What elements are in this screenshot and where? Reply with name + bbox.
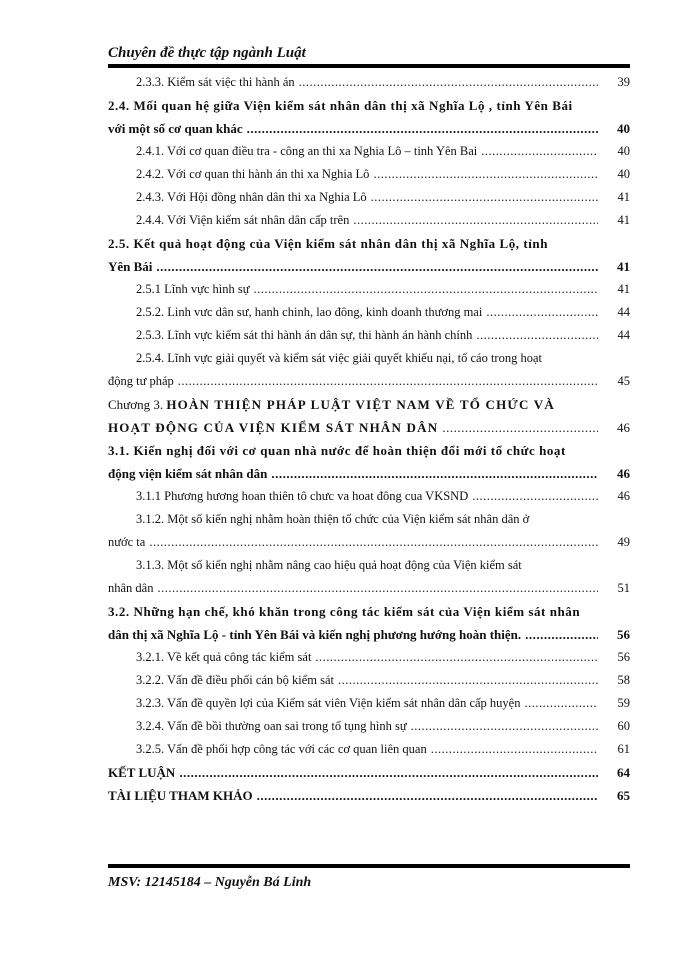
dot-leader xyxy=(486,301,598,324)
toc-page-number: 46 xyxy=(617,466,630,481)
toc-page-number: 41 xyxy=(617,190,630,204)
toc-entry-3-2-4[interactable] xyxy=(108,715,630,738)
toc-entry-text: 3.2. Những hạn chế, khó khăn trong công tác kiểm sát của Viện kiểm sát nhân xyxy=(108,604,581,619)
toc-page-number: 44 xyxy=(617,305,630,319)
toc-entry-text: 3.1. Kiến nghị đối với cơ quan nhà nước để hoàn thiện đổi mới tổ chức hoạt xyxy=(108,443,566,458)
toc-entry-text: 2.4.3. Với Hội đồng nhân dân thi xa Nghia Lô xyxy=(136,190,367,204)
toc-page-number: 56 xyxy=(617,627,630,642)
toc-page-number: 41 xyxy=(617,282,630,296)
toc-page-number: 56 xyxy=(617,650,630,664)
toc-entry-3-2[interactable] xyxy=(108,600,630,646)
toc-page-number: 46 xyxy=(617,489,630,503)
toc-entry-text: 3.2.2. Vấn đề điều phối cán bộ kiểm sát xyxy=(136,673,334,687)
dot-leader xyxy=(524,692,598,715)
dot-leader xyxy=(472,485,598,508)
toc-entry-text: KẾT LUẬN xyxy=(108,765,176,780)
dot-leader xyxy=(254,278,598,301)
toc-entry-text-cont: với một số cơ quan khác xyxy=(108,121,243,136)
dot-leader xyxy=(178,370,598,393)
chapter-title: HOÀN THIỆN PHÁP LUẬT VIỆT NAM VỀ TỔ CHỨC VÀ xyxy=(166,397,555,412)
toc-page-number: 59 xyxy=(617,696,630,710)
toc-entry-text: 3.1.3. Một số kiến nghị nhằm nâng cao hiệu quả hoạt động của Viện kiểm sát xyxy=(136,558,522,572)
toc-page-number: 41 xyxy=(617,213,630,227)
toc-page-number: 40 xyxy=(617,121,630,136)
page-footer: MSV: 12145184 – Nguyễn Bá Linh xyxy=(108,875,312,890)
toc-entry-2-5[interactable] xyxy=(108,232,630,278)
toc-entry-text: 2.5. Kết quả hoạt động của Viện kiểm sát nhân dân thị xã Nghĩa Lộ, tỉnh xyxy=(108,236,548,251)
dot-leader xyxy=(476,324,598,347)
toc-entry-text: 3.1.1 Phương hương hoan thiên tô chưc va hoat đông cua VKSND xyxy=(136,489,469,503)
dot-leader xyxy=(442,416,598,439)
toc-page-number: 45 xyxy=(617,374,630,388)
toc-entry-text-cont: động viện kiểm sát nhân dân xyxy=(108,466,268,481)
toc-entry-2-3-3[interactable] xyxy=(108,71,630,94)
dot-leader xyxy=(271,462,598,485)
dot-leader xyxy=(299,71,598,94)
toc-page-number: 65 xyxy=(617,788,630,803)
dot-leader xyxy=(247,117,598,140)
toc-page-number: 44 xyxy=(617,328,630,342)
toc-page-number: 46 xyxy=(617,420,630,435)
toc-page-number: 61 xyxy=(617,742,630,756)
toc-page-number: 40 xyxy=(617,167,630,181)
toc-entry-text-cont: nước ta xyxy=(108,535,146,549)
dot-leader xyxy=(481,140,598,163)
toc-page-number: 40 xyxy=(617,144,630,158)
dot-leader xyxy=(411,715,598,738)
toc-entry-text: TÀI LIỆU THAM KHẢO xyxy=(108,788,253,803)
toc-entry-text: 3.2.4. Vấn đề bồi thường oan sai trong tố tụng hình sự xyxy=(136,719,407,733)
toc-entry-3-2-1[interactable] xyxy=(108,646,630,669)
toc-entry-text: 3.2.1. Về kết quả công tác kiểm sát xyxy=(136,650,312,664)
dot-leader xyxy=(431,738,598,761)
toc-entry-3-1-1[interactable] xyxy=(108,485,630,508)
toc-entry-3-2-3[interactable] xyxy=(108,692,630,715)
toc-entry-2-5-1[interactable] xyxy=(108,278,630,301)
page-header: Chuyên đề thực tập ngành Luật xyxy=(108,45,306,61)
toc-entry-text: 3.2.5. Vấn đề phối hợp công tác với các cơ quan liên quan xyxy=(136,742,427,756)
toc-entry-text-cont: Yên Bái xyxy=(108,259,153,274)
toc-entry-2-4-3[interactable] xyxy=(108,186,630,209)
toc-entry-3-1-3[interactable] xyxy=(108,554,630,600)
toc-page-number: 60 xyxy=(617,719,630,733)
toc-entry-text: 3.1.2. Một số kiến nghị nhằm hoàn thiện tổ chức của Viện kiểm sát nhân dân ở xyxy=(136,512,530,526)
toc-entry-text: 2.5.1 Lĩnh vực hình sự xyxy=(136,282,250,296)
dot-leader xyxy=(371,186,598,209)
toc-entry-2-4-4[interactable] xyxy=(108,209,630,232)
toc-page-number: 39 xyxy=(617,75,630,89)
dot-leader xyxy=(353,209,598,232)
toc-entry-2-5-2[interactable] xyxy=(108,301,630,324)
chapter-title-cont: HOẠT ĐỘNG CỦA VIỆN KIỂM SÁT NHÂN DÂN xyxy=(108,420,439,435)
toc-page-number: 51 xyxy=(617,581,630,595)
dot-leader xyxy=(373,163,598,186)
toc-entry-references[interactable] xyxy=(108,784,630,807)
toc-entry-text: 2.4.4. Với Viện kiểm sát nhân dân cấp trên xyxy=(136,213,350,227)
toc-entry-2-4-2[interactable] xyxy=(108,163,630,186)
toc-entry-2-5-4[interactable] xyxy=(108,347,630,393)
header-rule xyxy=(108,63,630,68)
toc-entry-text: 3.2.3. Vấn đề quyền lợi của Kiểm sát viên Viện kiểm sát nhân dân cấp huyện xyxy=(136,696,521,710)
dot-leader xyxy=(257,784,598,807)
toc-entry-text: 2.4.2. Với cơ quan thi hành án thi xa Nghia Lô xyxy=(136,167,370,181)
toc-entry-3-2-2[interactable] xyxy=(108,669,630,692)
toc-entry-text: 2.3.3. Kiểm sát việc thi hành án xyxy=(136,75,295,89)
table-of-contents xyxy=(108,71,630,807)
toc-entry-conclusion[interactable] xyxy=(108,761,630,784)
dot-leader xyxy=(525,623,598,646)
toc-entry-text-cont: động tư pháp xyxy=(108,374,174,388)
dot-leader xyxy=(156,255,598,278)
toc-entry-chapter-3[interactable] xyxy=(108,393,630,439)
dot-leader xyxy=(179,761,598,784)
toc-entry-2-4-1[interactable] xyxy=(108,140,630,163)
dot-leader xyxy=(338,669,598,692)
toc-entry-text-cont: dân thị xã Nghĩa Lộ - tỉnh Yên Bái và kiến nghị phương hướng hoàn thiện. xyxy=(108,627,522,642)
toc-entry-text: 2.5.4. Lĩnh vực giải quyết và kiểm sát việc giải quyết khiếu nại, tố cáo trong hoạt xyxy=(136,351,542,365)
toc-entry-text-cont: nhân dân xyxy=(108,581,154,595)
chapter-label: Chương 3. xyxy=(108,397,164,412)
toc-entry-3-2-5[interactable] xyxy=(108,738,630,761)
toc-page-number: 41 xyxy=(617,259,630,274)
footer-rule xyxy=(108,864,630,869)
toc-entry-3-1[interactable] xyxy=(108,439,630,485)
toc-entry-text: 2.4. Mối quan hệ giữa Viện kiểm sát nhân dân thị xã Nghĩa Lộ , tỉnh Yên Bái xyxy=(108,98,573,113)
toc-page-number: 64 xyxy=(617,765,630,780)
toc-entry-text: 2.5.3. Lĩnh vực kiểm sát thi hành án dân sự, thi hành án hành chính xyxy=(136,328,473,342)
toc-entry-2-5-3[interactable] xyxy=(108,324,630,347)
toc-entry-2-4[interactable] xyxy=(108,94,630,140)
toc-entry-text: 2.4.1. Với cơ quan điều tra - công an thi xa Nghia Lô – tinh Yên Bai xyxy=(136,144,478,158)
dot-leader xyxy=(315,646,598,669)
toc-page-number: 49 xyxy=(617,535,630,549)
dot-leader xyxy=(149,531,598,554)
dot-leader xyxy=(157,577,598,600)
toc-entry-text: 2.5.2. Linh vưc dân sư, hanh chinh, lao đông, kinh doanh thương mai xyxy=(136,305,483,319)
toc-page-number: 58 xyxy=(617,673,630,687)
toc-entry-3-1-2[interactable] xyxy=(108,508,630,554)
